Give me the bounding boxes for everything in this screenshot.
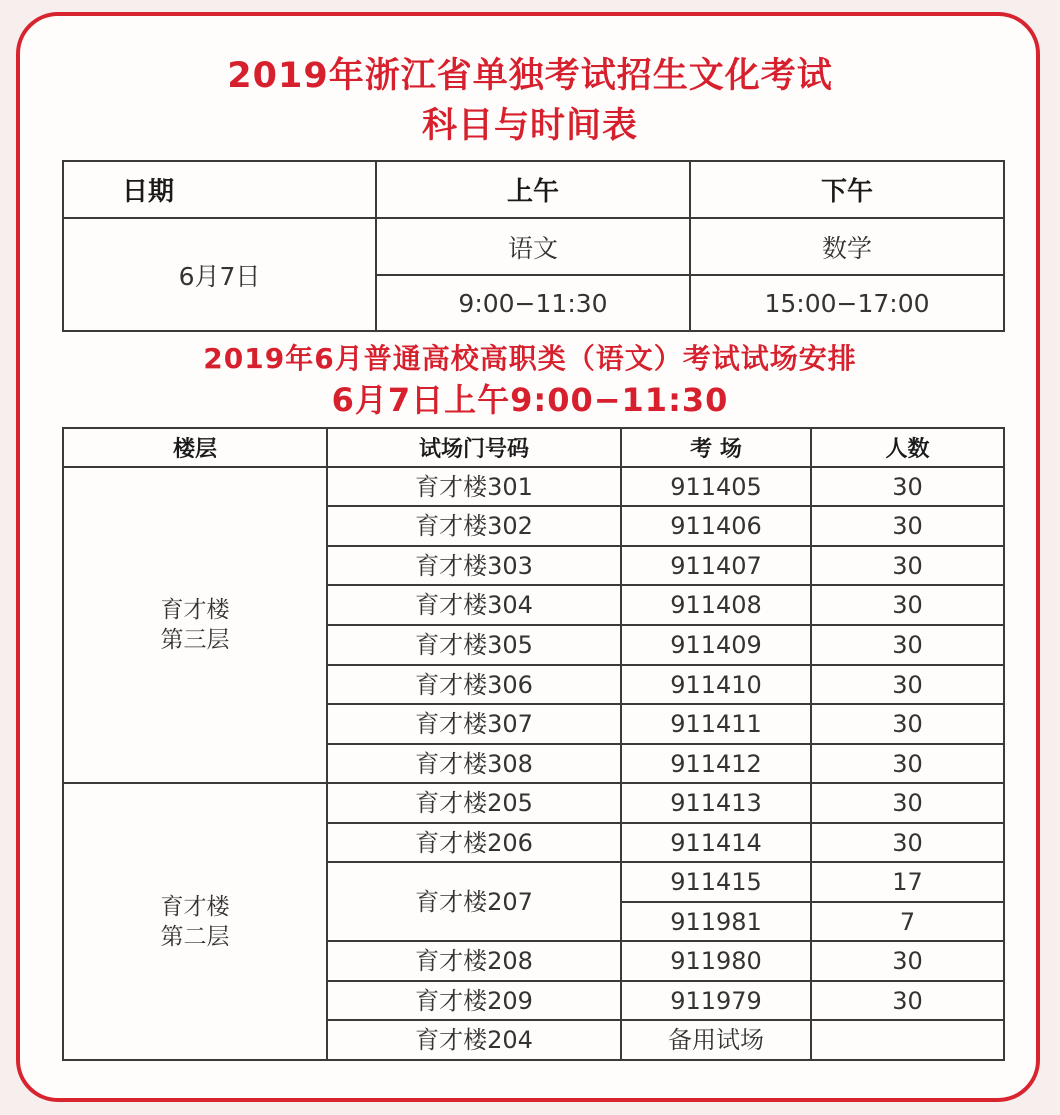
arrangement-time: 6月7日上午9:00−11:30 [331,381,729,419]
afternoon-subject: 数学 [690,218,1004,275]
arrangement-title: 2019年6月普通高校高职类（语文）考试试场安排 [203,342,857,375]
floor-2-level: 第二层 [160,923,230,950]
count-cell: 30 [811,941,1004,981]
door-cell: 育才楼307 [327,704,621,744]
room-cell: 911981 [621,902,811,941]
count-cell: 30 [811,467,1004,506]
floor-3-building: 育才楼 [160,597,230,623]
room-cell: 911408 [621,585,811,625]
count-cell [811,1020,1004,1060]
morning-header: 上午 [376,161,690,218]
room-cell: 911411 [621,704,811,744]
floor-label-3 [63,467,327,783]
afternoon-time: 15:00−17:00 [690,275,1004,331]
door-header: 试场门号码 [327,428,621,467]
door-cell: 育才楼302 [327,506,621,546]
morning-time: 9:00−11:30 [376,275,690,331]
room-cell: 911407 [621,546,811,585]
count-cell: 30 [811,625,1004,665]
afternoon-header: 下午 [690,161,1004,218]
count-cell: 30 [811,823,1004,862]
room-cell: 911414 [621,823,811,862]
count-cell: 30 [811,665,1004,704]
room-cell: 911409 [621,625,811,665]
door-cell: 育才楼209 [327,981,621,1020]
door-cell: 育才楼206 [327,823,621,862]
door-cell: 育才楼308 [327,744,621,783]
count-cell: 30 [811,546,1004,585]
floor-label-2 [63,783,327,1060]
count-cell: 30 [811,704,1004,744]
date-header: 日期 [63,161,376,218]
room-cell: 备用试场 [621,1020,811,1060]
count-cell: 30 [811,506,1004,546]
floor-3-level: 第三层 [160,627,230,653]
door-cell: 育才楼208 [327,941,621,981]
count-cell: 30 [811,981,1004,1020]
count-cell: 17 [811,862,1004,902]
count-cell: 30 [811,585,1004,625]
door-cell: 育才楼301 [327,467,621,506]
page-subtitle: 科目与时间表 [421,106,638,146]
room-cell: 911405 [621,467,811,506]
door-cell: 育才楼205 [327,783,621,823]
door-cell: 育才楼204 [327,1020,621,1060]
schedule-table [62,160,1005,332]
room-cell: 911410 [621,665,811,704]
room-header: 考 场 [621,428,811,467]
room-cell: 911415 [621,862,811,902]
room-cell: 911413 [621,783,811,823]
count-cell: 7 [811,902,1004,941]
room-cell: 911979 [621,981,811,1020]
exam-date: 6月7日 [63,218,376,331]
count-cell: 30 [811,783,1004,823]
floor-header: 楼层 [63,428,327,467]
page-title: 2019年浙江省单独考试招生文化考试 [227,56,833,96]
door-cell: 育才楼305 [327,625,621,665]
room-cell: 911406 [621,506,811,546]
count-cell: 30 [811,744,1004,783]
room-cell: 911980 [621,941,811,981]
room-cell: 911412 [621,744,811,783]
door-cell: 育才楼207 [327,862,621,941]
floor-2-building: 育才楼 [160,893,230,920]
morning-subject: 语文 [376,218,690,275]
door-cell: 育才楼303 [327,546,621,585]
door-cell: 育才楼306 [327,665,621,704]
door-cell: 育才楼304 [327,585,621,625]
room-table [62,427,1005,1061]
count-header: 人数 [811,428,1004,467]
